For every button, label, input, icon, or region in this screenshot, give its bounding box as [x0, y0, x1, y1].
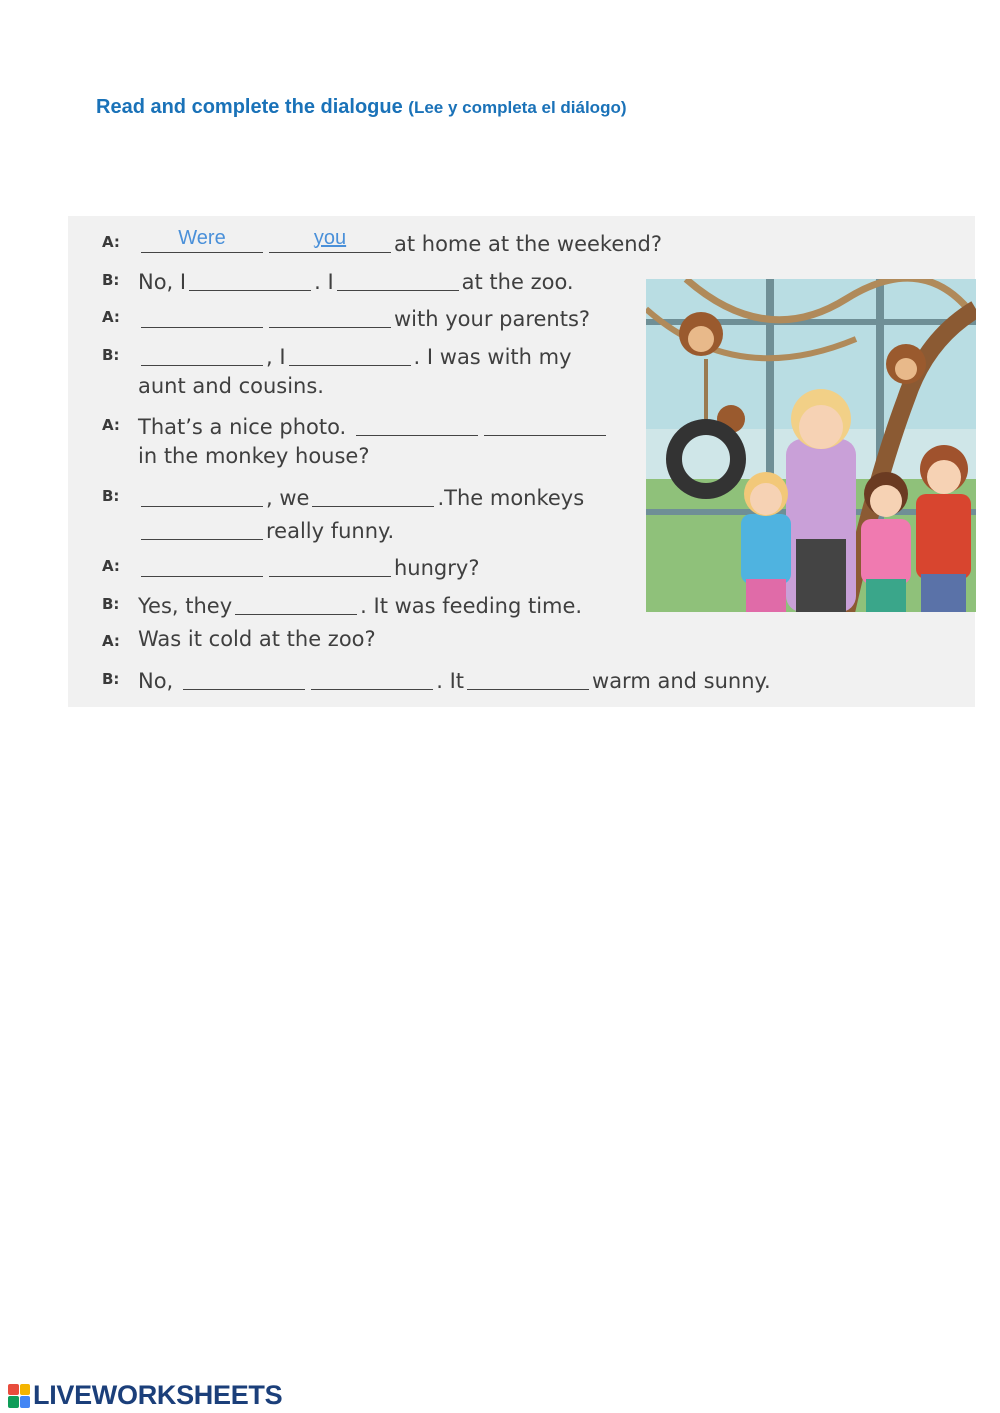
line-text: in the monkey house?: [138, 444, 370, 468]
speaker-label: A:: [102, 233, 120, 251]
line-text: . I: [314, 270, 334, 294]
speaker-label: A:: [102, 308, 120, 326]
line-text: No, I: [138, 270, 187, 294]
answer-blank-11[interactable]: [141, 484, 263, 507]
line-text: .The monkeys: [437, 486, 585, 510]
line-text: really funny.: [266, 519, 395, 543]
line-text: Yes, they: [138, 594, 233, 618]
answer-blank-16[interactable]: [235, 592, 357, 615]
answer-blank-19[interactable]: [467, 667, 589, 690]
answer-blank-17[interactable]: [183, 667, 305, 690]
answer-blank-15[interactable]: [269, 554, 391, 577]
line-text: . It was feeding time.: [360, 594, 583, 618]
line-text: hungry?: [394, 556, 480, 580]
line-text: No,: [138, 669, 174, 693]
answer-blank-1[interactable]: [141, 227, 263, 253]
line-text: Was it cold at the zoo?: [138, 627, 376, 651]
title-main: Read and complete the dialogue: [96, 96, 403, 118]
answer-blank-8[interactable]: [289, 343, 411, 366]
title-subtitle: (Lee y completa el diálogo): [408, 98, 627, 117]
line-text: with your parents?: [394, 307, 591, 331]
line-text: warm and sunny.: [592, 669, 771, 693]
line-text: . It: [436, 669, 465, 693]
speaker-label: A:: [102, 416, 120, 434]
speaker-label: B:: [102, 487, 120, 505]
monkey-house-illustration: [646, 279, 976, 612]
answer-blank-7[interactable]: [141, 343, 263, 366]
speaker-label: B:: [102, 595, 120, 613]
answer-blank-10[interactable]: [484, 413, 606, 436]
line-text: , I: [266, 345, 286, 369]
answer-blank-9[interactable]: [356, 413, 478, 436]
answer-blank-3[interactable]: [189, 268, 311, 291]
speaker-label: B:: [102, 346, 120, 364]
answer-blank-4[interactable]: [337, 268, 459, 291]
answer-blank-18[interactable]: [311, 667, 433, 690]
answer-blank-5[interactable]: [141, 305, 263, 328]
line-text: at home at the weekend?: [394, 232, 663, 256]
answer-blank-13[interactable]: [141, 517, 263, 540]
line-text: . I was with my: [413, 345, 572, 369]
speaker-label: B:: [102, 271, 120, 289]
speaker-label: B:: [102, 670, 120, 688]
brand-name: LIVEWORKSHEETS: [33, 1380, 283, 1410]
answer-text-2: you: [313, 227, 347, 249]
speaker-label: A:: [102, 557, 120, 575]
logo-icon: [8, 1384, 30, 1408]
speaker-label: A:: [102, 632, 120, 650]
answer-blank-14[interactable]: [141, 554, 263, 577]
line-text: , we: [266, 486, 310, 510]
line-text: at the zoo.: [461, 270, 574, 294]
line-text: aunt and cousins.: [138, 374, 324, 398]
liveworksheets-logo: [8, 1380, 282, 1411]
worksheet-title: [96, 96, 627, 119]
answer-blank-12[interactable]: [312, 484, 434, 507]
line-text: That’s a nice photo.: [138, 415, 347, 439]
answer-blank-2[interactable]: [269, 227, 391, 253]
answer-text-1: Were: [178, 227, 226, 249]
answer-blank-6[interactable]: [269, 305, 391, 328]
